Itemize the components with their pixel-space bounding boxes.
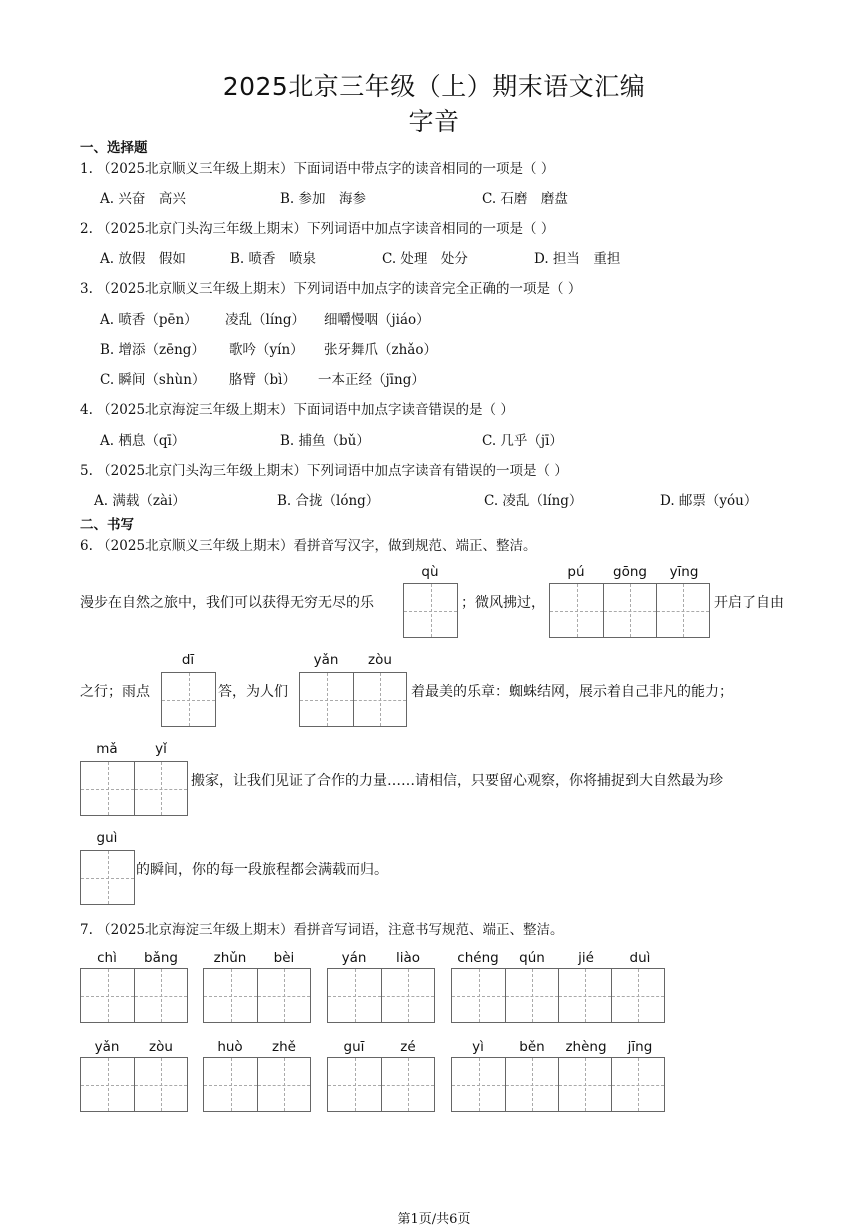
section-heading-writing: 二、书写 <box>80 517 134 533</box>
question-2-option-c: C. 处理 处分 <box>382 251 468 267</box>
pinyin-label: guī <box>343 1039 365 1055</box>
pinyin-label: zhèng <box>565 1039 607 1055</box>
pinyin-label: zòu <box>368 652 392 668</box>
pinyin-label: yán <box>341 950 367 966</box>
pinyin-label: yì <box>472 1039 484 1055</box>
writing-grid[interactable] <box>80 850 135 905</box>
pinyin-label: liào <box>395 950 421 966</box>
question-5-option-a: A. 满载（zài） <box>94 493 186 509</box>
question-3-c-1: C. 瞬间（shùn） <box>100 372 206 388</box>
question-3-c-2: 胳臂（bì） <box>229 372 296 388</box>
question-4-option-b: B. 捕鱼（bǔ） <box>280 433 370 449</box>
writing-grid[interactable] <box>203 968 311 1023</box>
pinyin-label: zé <box>400 1039 416 1055</box>
pinyin-label: pú <box>567 564 585 580</box>
writing-grid[interactable] <box>451 1057 665 1112</box>
writing-grid[interactable] <box>299 672 407 727</box>
question-1-stem: 1. （2025北京顺义三年级上期末）下面词语中带点字的读音相同的一项是（ ） <box>80 161 555 177</box>
pinyin-label: jié <box>578 950 594 966</box>
question-1-option-c: C. 石磨 磨盘 <box>482 191 568 207</box>
pinyin-label: bèi <box>273 950 295 966</box>
writing-grid[interactable] <box>451 968 665 1023</box>
pinyin-label: guì <box>96 830 118 846</box>
q6-line3-text-1: 搬家，让我们见证了合作的力量……请相信，只要留心观察，你将捕捉到大自然最为珍 <box>191 773 723 789</box>
question-3-a-3: 细嚼慢咽（jiáo） <box>324 312 430 328</box>
pinyin-label: zhǔn <box>213 950 247 966</box>
pinyin-label: zhě <box>272 1039 296 1055</box>
question-7-stem: 7. （2025北京海淀三年级上期末）看拼音写词语，注意书写规范、端正、整洁。 <box>80 922 564 938</box>
pinyin-label: jīng <box>627 1039 653 1055</box>
writing-grid[interactable] <box>80 761 188 816</box>
question-2-option-a: A. 放假 假如 <box>100 251 186 267</box>
pinyin-label: gōng <box>613 564 647 580</box>
writing-grid[interactable] <box>327 968 435 1023</box>
pinyin-label: yǎn <box>313 652 339 668</box>
question-5-option-d: D. 邮票（yóu） <box>660 493 758 509</box>
page-subtitle: 字音 <box>408 107 460 136</box>
question-4-option-a: A. 栖息（qī） <box>100 433 186 449</box>
pinyin-label: duì <box>629 950 651 966</box>
question-1-option-a: A. 兴奋 高兴 <box>100 191 186 207</box>
pinyin-label: yǎn <box>94 1039 120 1055</box>
writing-grid[interactable] <box>161 672 216 727</box>
page-number: 第1页/共6页 <box>397 1212 471 1227</box>
question-4-option-c: C. 几乎（jī） <box>482 433 563 449</box>
question-3-b-3: 张牙舞爪（zhǎo） <box>324 342 437 358</box>
pinyin-label: dī <box>181 652 195 668</box>
question-3-a-1: A. 喷香（pēn） <box>100 312 198 328</box>
question-3-b-2: 歌吟（yín） <box>229 342 304 358</box>
writing-grid[interactable] <box>403 583 458 638</box>
writing-grid[interactable] <box>327 1057 435 1112</box>
question-5-option-c: C. 凌乱（líng） <box>484 493 583 509</box>
pinyin-label: huò <box>217 1039 243 1055</box>
question-5-option-b: B. 合拢（lóng） <box>277 493 380 509</box>
question-2-option-d: D. 担当 重担 <box>534 251 621 267</box>
pinyin-label: běn <box>519 1039 545 1055</box>
question-5-stem: 5. （2025北京门头沟三年级上期末）下列词语中加点字读音有错误的一项是（ ） <box>80 463 568 479</box>
question-6-stem: 6. （2025北京顺义三年级上期末）看拼音写汉字，做到规范、端正、整洁。 <box>80 538 537 554</box>
question-3-a-2: 凌乱（líng） <box>225 312 305 328</box>
q6-line2-text-3: 着最美的乐章：蜘蛛结网，展示着自己非凡的能力； <box>411 684 733 700</box>
writing-grid[interactable] <box>80 1057 188 1112</box>
q6-line4-text-1: 的瞬间，你的每一段旅程都会满载而归。 <box>136 862 388 878</box>
question-2-stem: 2. （2025北京门头沟三年级上期末）下列词语中加点字读音相同的一项是（ ） <box>80 221 555 237</box>
pinyin-label: qù <box>421 564 439 580</box>
q6-line2-text-1: 之行；雨点 <box>80 684 150 700</box>
section-heading-choice: 一、选择题 <box>80 140 148 156</box>
q6-line2-text-2: 答，为人们 <box>218 684 288 700</box>
pinyin-label: yǐ <box>155 741 167 757</box>
page-title: 2025北京三年级（上）期末语文汇编 <box>222 72 646 101</box>
question-4-stem: 4. （2025北京海淀三年级上期末）下面词语中加点字读音错误的是（ ） <box>80 402 514 418</box>
pinyin-label: mǎ <box>96 741 118 757</box>
question-3-stem: 3. （2025北京顺义三年级上期末）下列词语中加点字的读音完全正确的一项是（ ） <box>80 281 582 297</box>
question-2-option-b: B. 喷香 喷泉 <box>230 251 317 267</box>
question-3-b-1: B. 增添（zēng） <box>100 342 205 358</box>
q6-line1-text-3: 开启了自由 <box>714 595 784 611</box>
question-3-c-3: 一本正经（jīng） <box>318 372 425 388</box>
pinyin-label: chì <box>97 950 117 966</box>
writing-grid[interactable] <box>203 1057 311 1112</box>
pinyin-label: zòu <box>149 1039 173 1055</box>
q6-line1-text-2: ；微风拂过， <box>461 595 545 611</box>
question-1-option-b: B. 参加 海参 <box>280 191 367 207</box>
writing-grid[interactable] <box>549 583 710 638</box>
pinyin-label: bǎng <box>144 950 178 966</box>
pinyin-label: yīng <box>669 564 699 580</box>
pinyin-label: chéng <box>457 950 499 966</box>
pinyin-label: qún <box>519 950 545 966</box>
writing-grid[interactable] <box>80 968 188 1023</box>
q6-line1-text-1: 漫步在自然之旅中，我们可以获得无穷无尽的乐 <box>80 595 374 611</box>
